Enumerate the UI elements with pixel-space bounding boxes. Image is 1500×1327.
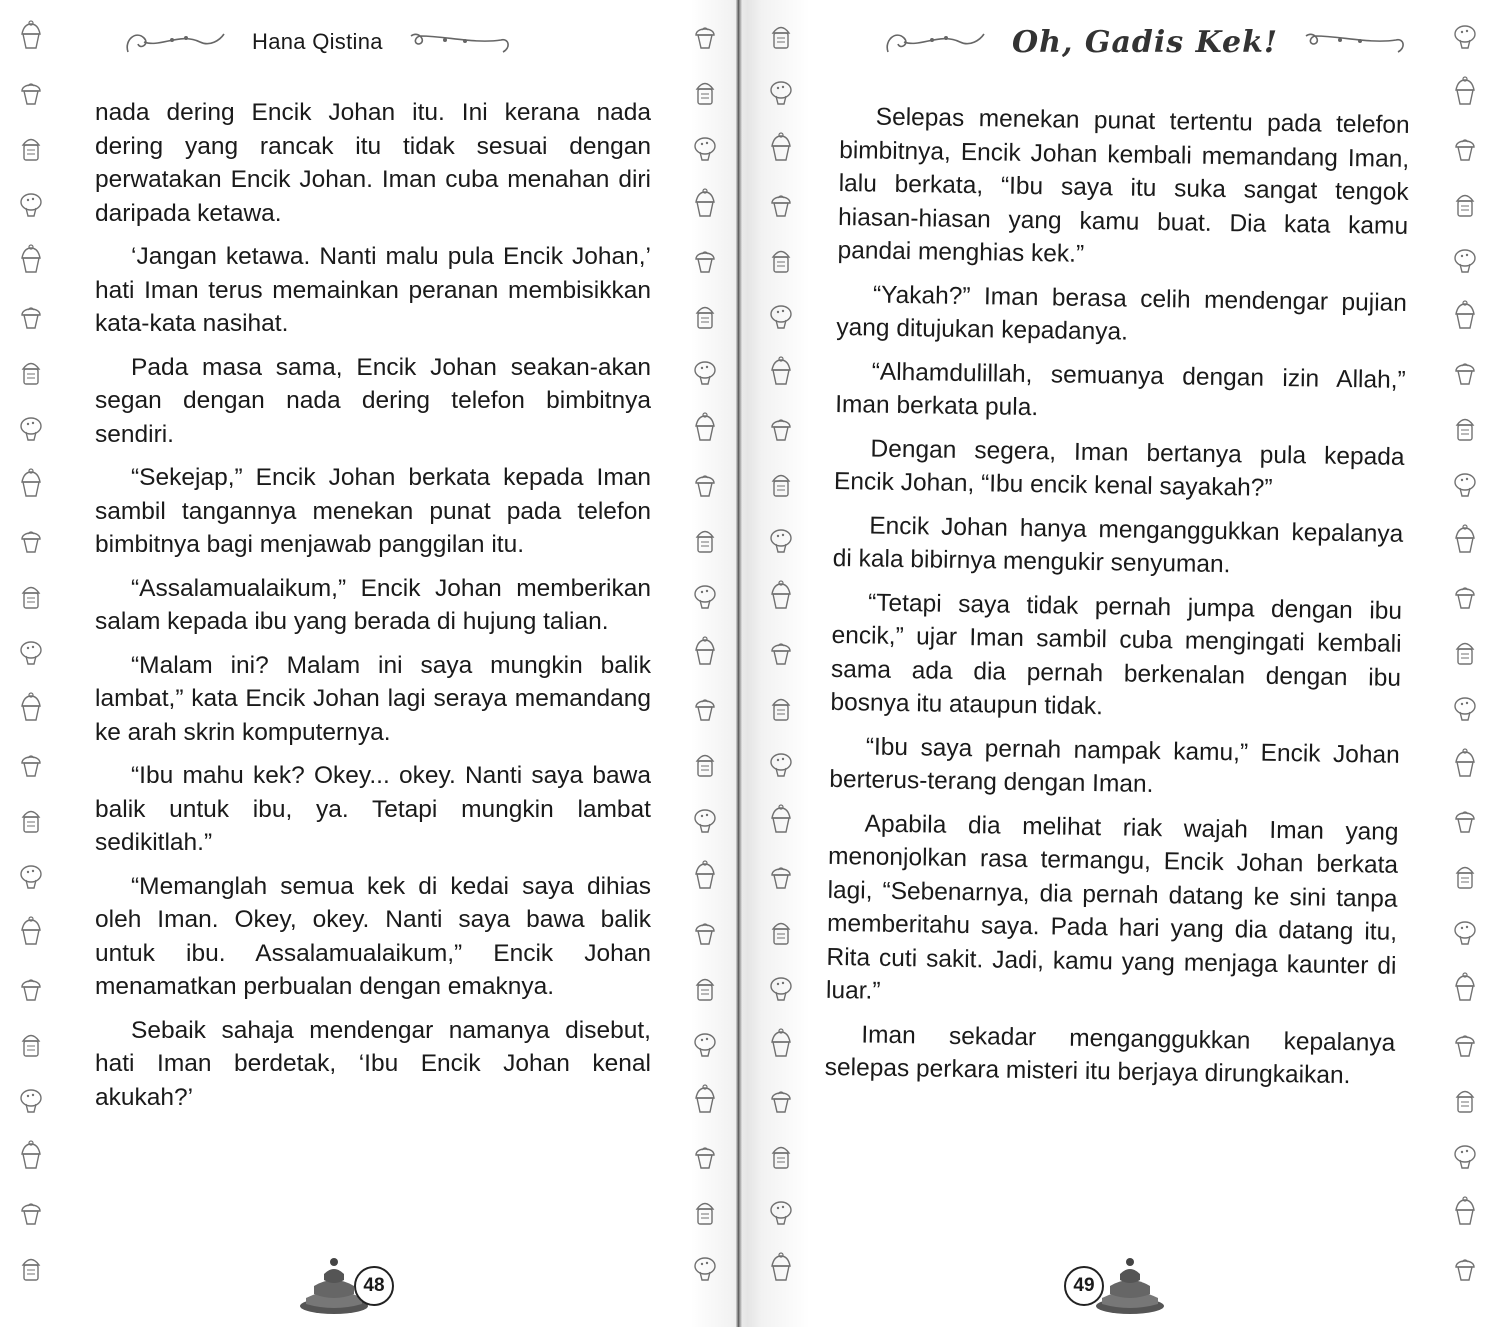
cupcake-icon xyxy=(768,1028,794,1058)
cupcake-icon xyxy=(768,636,794,666)
paragraph: Encik Johan hanya menganggukkan kepalanya di kala bibirnya mengukir senyuman. xyxy=(832,512,1404,579)
book-title: Oh, Gadis Kek! xyxy=(1012,24,1279,60)
cupcake-icon xyxy=(1452,524,1478,554)
cupcake-icon xyxy=(1452,860,1478,890)
cupcake-icon xyxy=(1452,1196,1478,1226)
cupcake-icon xyxy=(768,972,794,1002)
cupcake-icon xyxy=(18,916,44,946)
cupcake-icon xyxy=(768,1196,794,1226)
page-number: 48 xyxy=(354,1266,394,1306)
cupcake-icon xyxy=(768,76,794,106)
cupcake-icon xyxy=(18,132,44,162)
page-number-badge xyxy=(1058,1248,1168,1318)
cupcake-icon xyxy=(768,1140,794,1170)
cupcake-border-gutter-right xyxy=(768,20,794,1282)
cupcake-icon xyxy=(1452,244,1478,274)
cupcake-icon xyxy=(1452,748,1478,778)
flourish-icon xyxy=(1300,22,1410,62)
cupcake-border-right xyxy=(1452,20,1478,1282)
cupcake-icon xyxy=(768,692,794,722)
running-header-right xyxy=(880,22,1410,62)
flourish-icon xyxy=(405,22,515,62)
left-page xyxy=(0,0,740,1327)
cupcake-icon xyxy=(18,20,44,50)
cupcake-icon xyxy=(1452,20,1478,50)
page-number-badge xyxy=(296,1248,406,1318)
cupcake-icon xyxy=(18,244,44,274)
cupcake-icon xyxy=(1452,1084,1478,1114)
flourish-icon xyxy=(880,22,990,62)
cupcake-icon xyxy=(768,524,794,554)
cupcake-icon xyxy=(18,1196,44,1226)
cupcake-icon xyxy=(18,412,44,442)
paragraph: nada dering Encik Johan itu. Ini kerana nada dering yang rancak itu tidak sesuai dengan perwatakan Encik Johan. Iman cuba menahan diri daripada ketawa. xyxy=(95,99,651,227)
cupcake-icon xyxy=(1452,1252,1478,1282)
paragraph: Iman sekadar menganggukkan kepalanya selepas perkara misteri itu berjaya dirungkaikan. xyxy=(824,1020,1396,1090)
cupcake-icon xyxy=(768,860,794,890)
cupcake-icon xyxy=(18,1252,44,1282)
cupcake-icon xyxy=(18,972,44,1002)
cupcake-icon xyxy=(18,300,44,330)
cupcake-icon xyxy=(1452,1028,1478,1058)
paragraph: “Malam ini? Malam ini saya mungkin balik lambat,” kata Encik Johan lagi seraya memandang ke arah skrin komputernya. xyxy=(95,651,651,746)
cupcake-icon xyxy=(18,1028,44,1058)
cupcake-icon xyxy=(18,636,44,666)
cupcake-icon xyxy=(768,20,794,50)
cupcake-icon xyxy=(768,300,794,330)
paragraph: “Assalamualaikum,” Encik Johan memberikan salam kepada ibu yang berada di hujung talian. xyxy=(95,574,651,635)
cupcake-icon xyxy=(1452,76,1478,106)
cupcake-icon xyxy=(1452,580,1478,610)
cupcake-icon xyxy=(768,468,794,498)
cupcake-icon xyxy=(18,188,44,218)
cupcake-icon xyxy=(768,132,794,162)
paragraph: “Alhamdulillah, semuanya dengan izin Allah,” Iman berkata pula. xyxy=(835,358,1406,422)
cupcake-icon xyxy=(1452,916,1478,946)
cupcake-icon xyxy=(1452,692,1478,722)
body-text-right xyxy=(824,100,1410,1103)
paragraph: Sebaik sahaja mendengar namanya disebut, hati Iman berdetak, ‘Ibu Encik Johan kenal akukah?’ xyxy=(95,1016,651,1111)
paragraph: “Ibu mahu kek? Okey... okey. Nanti saya bawa balik untuk ibu, ya. Tetapi mungkin lambat sedikitlah.” xyxy=(95,762,651,856)
cupcake-icon xyxy=(768,580,794,610)
page-number: 49 xyxy=(1064,1266,1104,1306)
cupcake-icon xyxy=(768,748,794,778)
cupcake-icon xyxy=(1452,300,1478,330)
author-name: Hana Qistina xyxy=(252,29,383,54)
cupcake-icon xyxy=(18,76,44,106)
cupcake-icon xyxy=(1452,412,1478,442)
body-text-left xyxy=(95,96,651,1124)
cupcake-icon xyxy=(768,916,794,946)
cupcake-icon xyxy=(768,1252,794,1282)
paragraph: Selepas menekan punat tertentu pada telefon bimbitnya, Encik Johan kembali memandang Iman, lalu berkata, “Ibu saya itu suka sangat tengok hiasan-hiasan yang kamu buat. Dia kata kamu pandai menghias kek.” xyxy=(837,103,1410,268)
cupcake-icon xyxy=(1452,468,1478,498)
running-header-left xyxy=(120,22,515,62)
cupcake-icon xyxy=(18,748,44,778)
paragraph: Apabila dia melihat riak wajah Iman yang menonjolkan rasa termangu, Encik Johan berkata lagi, “Sebenarnya, dia pernah datang ke sini tanpa memberitahu saya. Pada hari yang dia datang itu, Rita cuti sakit. Jadi, kamu yang menjaga kaunter di luar.” xyxy=(825,809,1399,1005)
cupcake-icon xyxy=(1452,356,1478,386)
cupcake-icon xyxy=(1452,1140,1478,1170)
cupcake-icon xyxy=(768,356,794,386)
flourish-icon xyxy=(120,22,230,62)
cupcake-icon xyxy=(18,468,44,498)
right-page xyxy=(740,0,1500,1327)
cupcake-border-left xyxy=(18,20,44,1282)
cupcake-icon xyxy=(18,860,44,890)
cupcake-icon xyxy=(1452,636,1478,666)
paragraph: Pada masa sama, Encik Johan seakan-akan segan dengan nada dering telefon bimbitnya sendiri. xyxy=(95,353,651,448)
paragraph: “Yakah?” Iman berasa celih mendengar pujian yang ditujukan kepadanya. xyxy=(836,281,1408,346)
cupcake-icon xyxy=(1452,972,1478,1002)
paragraph: “Memanglah semua kek di kedai saya dihias oleh Iman. Okey, okey. Nanti saya bawa balik untuk ibu. Assalamualaikum,” Encik Johan menamatkan perbualan dengan emaknya. xyxy=(95,872,651,1000)
cupcake-icon xyxy=(18,804,44,834)
cupcake-icon xyxy=(18,692,44,722)
cupcake-icon xyxy=(768,188,794,218)
cupcake-icon xyxy=(18,1084,44,1114)
cupcake-icon xyxy=(768,804,794,834)
paragraph: “Sekejap,” Encik Johan berkata kepada Iman sambil tangannya menekan punat pada telefon bimbitnya bagi menjawab panggilan itu. xyxy=(95,464,651,558)
cupcake-icon xyxy=(1452,804,1478,834)
cupcake-icon xyxy=(18,356,44,386)
cupcake-icon xyxy=(18,580,44,610)
cupcake-icon xyxy=(768,1084,794,1114)
cupcake-icon xyxy=(1452,132,1478,162)
paragraph: ‘Jangan ketawa. Nanti malu pula Encik Johan,’ hati Iman terus memainkan peranan membisikkan kata-kata nasihat. xyxy=(95,243,651,337)
paragraph: Dengan segera, Iman bertanya pula kepada Encik Johan, “Ibu encik kenal sayakah?” xyxy=(833,435,1405,502)
paragraph: “Tetapi saya tidak pernah jumpa dengan ibu encik,” ujar Iman sambil cuba mengingati kembali sama ada dia pernah berkenalan dengan ibu bosnya itu ataupun tidak. xyxy=(830,589,1403,721)
cupcake-icon xyxy=(768,244,794,274)
cupcake-icon xyxy=(18,524,44,554)
cupcake-icon xyxy=(768,412,794,442)
cupcake-icon xyxy=(18,1140,44,1170)
paragraph: “Ibu saya pernah nampak kamu,” Encik Johan berterus-terang dengan Iman. xyxy=(829,732,1400,799)
cupcake-icon xyxy=(1452,188,1478,218)
